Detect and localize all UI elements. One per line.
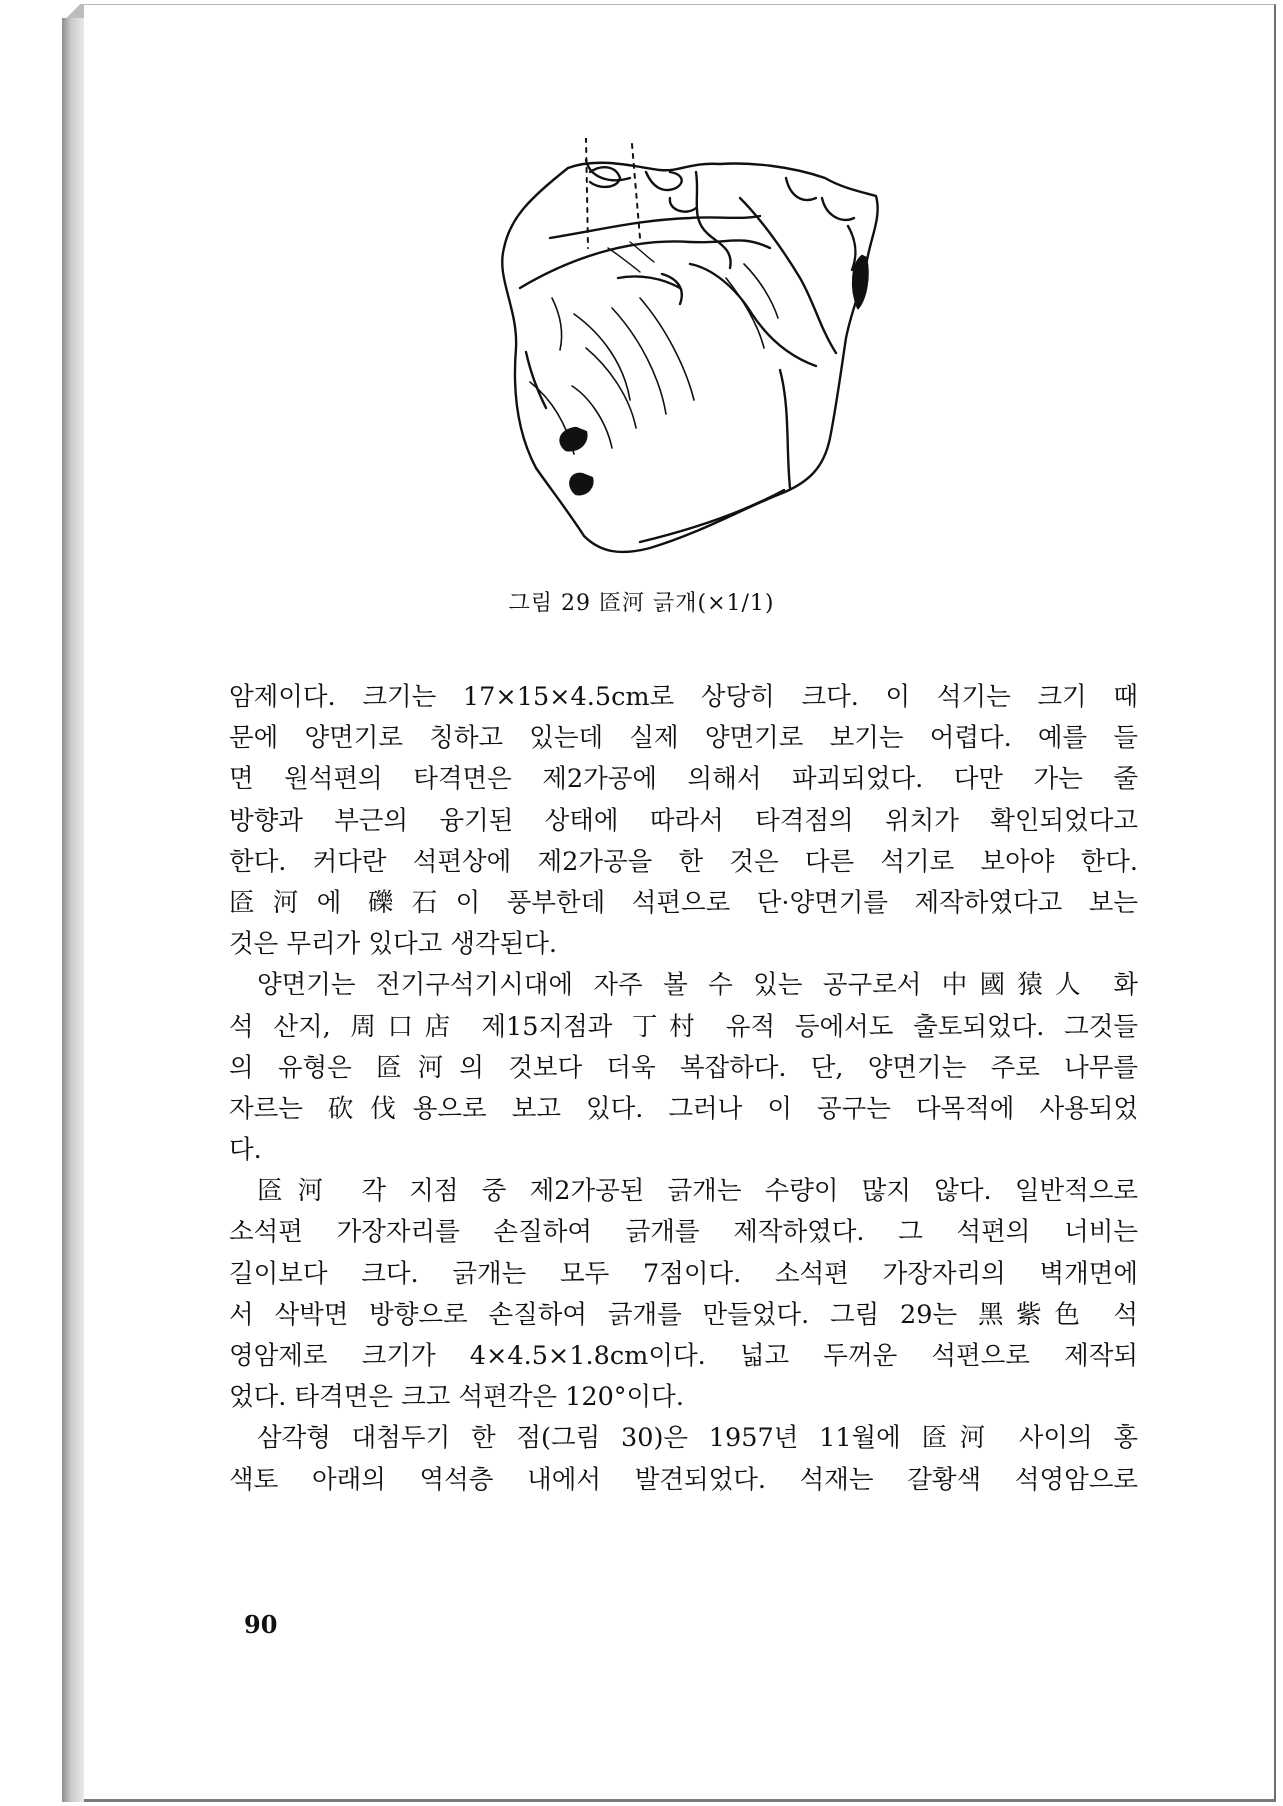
paragraph: [229, 1171, 1138, 1418]
page-edge-shadow: [62, 4, 84, 1802]
text-line: 소석편 가장자리를 손질하여 긁개를 제작하였다. 그 석편의 너비는: [229, 1217, 1138, 1248]
text-line: 서 삭박면 방향으로 손질하여 긁개를 만들었다. 그림 29는 黑紫色 석: [229, 1299, 1138, 1330]
body-text: [229, 677, 1138, 1501]
text-line: 문에 양면기로 칭하고 있는데 실제 양면기로 보기는 어렵다. 예를 들: [229, 723, 1138, 754]
page-number: 90: [244, 1610, 278, 1639]
text-line: 방향과 부근의 융기된 상태에 따라서 타격점의 위치가 확인되었다고: [229, 805, 1138, 836]
text-line: 었다. 타격면은 크고 석편각은 120°이다.: [229, 1382, 684, 1413]
figure-caption: 그림 29 匼河 긁개(×1/1): [508, 591, 775, 616]
text-line: 匼河 각 지점 중 제2가공된 긁개는 수량이 많지 않다. 일반적으로: [257, 1176, 1138, 1207]
text-line: 양면기는 전기구석기시대에 자주 볼 수 있는 공구로서 中國猿人 화: [257, 970, 1138, 1001]
text-line: 다.: [229, 1135, 262, 1166]
text-line: 匼河에 礫石이 풍부한데 석편으로 단·양면기를 제작하였다고 보는: [229, 887, 1138, 918]
text-line: 색토 아래의 역석층 내에서 발견되었다. 석재는 갈황색 석영암으로: [229, 1464, 1138, 1495]
paragraph: [229, 677, 1138, 965]
stone-tool-drawing: [490, 138, 910, 558]
paragraph: [229, 965, 1138, 1171]
text-line: 길이보다 크다. 긁개는 모두 7점이다. 소석편 가장자리의 벽개면에: [229, 1258, 1138, 1289]
paragraph: [229, 1418, 1138, 1500]
scraper-illustration: [490, 138, 910, 558]
text-line: 석 산지, 周口店 제15지점과 丁村 유적 등에서도 출토되었다. 그것들: [229, 1011, 1138, 1042]
text-line: 한다. 커다란 석편상에 제2가공을 한 것은 다른 석기로 보아야 한다.: [229, 846, 1138, 877]
text-line: 영암제로 크기가 4×4.5×1.8cm이다. 넓고 두꺼운 석편으로 제작되: [229, 1341, 1138, 1371]
page-fold-corner: [62, 4, 84, 18]
text-line: 삼각형 대첨두기 한 점(그림 30)은 1957년 11월에 匼河 사이의 홍: [257, 1423, 1138, 1454]
text-line: 의 유형은 匼河의 것보다 더욱 복잡하다. 단, 양면기는 주로 나무를: [229, 1052, 1138, 1083]
text-line: 면 원석편의 타격면은 제2가공에 의해서 파괴되었다. 다만 가는 줄: [229, 764, 1138, 795]
text-line: 자르는 砍伐용으로 보고 있다. 그러나 이 공구는 다목적에 사용되었: [229, 1093, 1138, 1124]
text-line: 암제이다. 크기는 17×15×4.5cm로 상당히 크다. 이 석기는 크기 때: [229, 682, 1138, 712]
text-line: 것은 무리가 있다고 생각된다.: [229, 929, 558, 960]
